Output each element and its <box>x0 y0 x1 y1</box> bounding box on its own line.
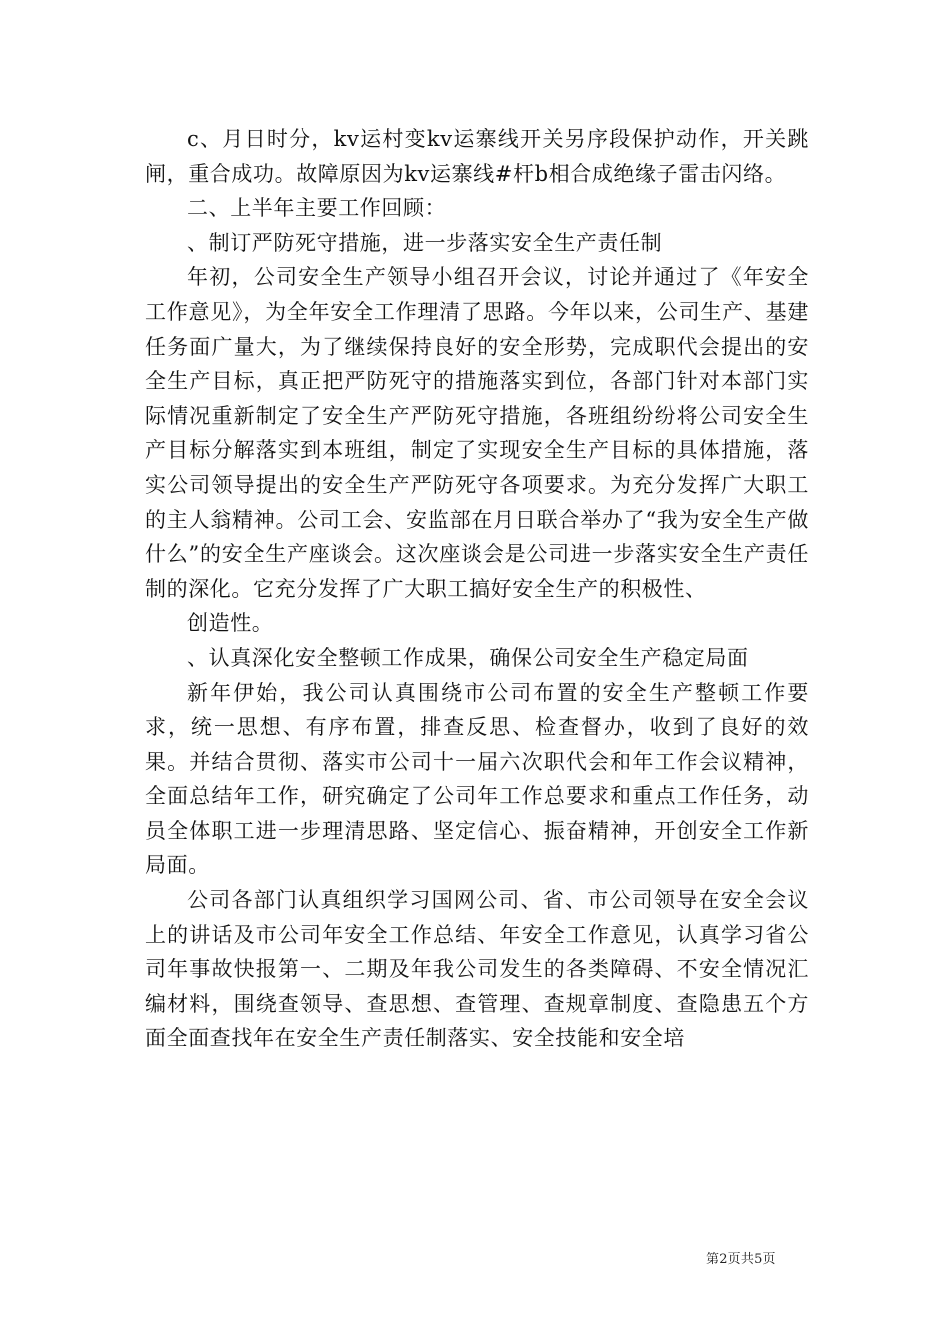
subheading-responsibility: 、制订严防死守措施，进一步落实安全生产责任制 <box>187 230 663 255</box>
paragraph-new-year: 新年伊始，我公司认真围绕市公司布置的安全生产整顿工作要求，统一思想、有序布置，排查反思、检查督办，收到了良好的效果。并结合贯彻、落实市公司十一届六次职代会和年工作会议精神，全面总结年工作，研究确定了公司年工作总要求和重点工作任务，动员全体职工进一步理清思路、坚定信心、振奋精神，开创安全工作新局面。 <box>145 680 809 878</box>
document-body <box>145 122 809 1056</box>
paragraph-creativity: 创造性。 <box>187 611 274 636</box>
page-number-footer: 第2页共5页 <box>706 1252 776 1267</box>
subheading-rectification: 、认真深化安全整顿工作成果，确保公司安全生产稳定局面 <box>187 645 749 670</box>
paragraph-fault-record: c、月日时分，kv运村变kv运寨线开关另序段保护动作，开关跳闸，重合成功。故障原因为kv运寨线#杆b相合成绝缘子雷击闪络。 <box>145 127 809 186</box>
section-heading-review: 二、上半年主要工作回顾： <box>187 196 447 221</box>
paragraph-annual-meeting: 年初，公司安全生产领导小组召开会议，讨论并通过了《年安全工作意见》，为全年安全工作理清了思路。今年以来，公司生产、基建任务面广量大，为了继续保持良好的安全形势，完成职代会提出的安全生产目标，真正把严防死守的措施落实到位，各部门针对本部门实际情况重新制定了安全生产严防死守措施，各班组纷纷将公司安全生产目标分解落实到本班组，制定了实现安全生产目标的具体措施，落实公司领导提出的安全生产严防死守各项要求。为充分发挥广大职工的主人翁精神。公司工会、安监部在月日联合举办了“我为安全生产做什么”的安全生产座谈会。这次座谈会是公司进一步落实安全生产责任制的深化。它充分发挥了广大职工搞好安全生产的积极性、 <box>145 265 809 601</box>
paragraph-study: 公司各部门认真组织学习国网公司、省、市公司领导在安全会议上的讲话及市公司年安全工作总结、年安全工作意见，认真学习省公司年事故快报第一、二期及年我公司发生的各类障碍、不安全情况汇编材料，围绕查领导、查思想、查管理、查规章制度、查隐患五个方面全面查找年在安全生产责任制落实、安全技能和安全培 <box>145 888 809 1051</box>
